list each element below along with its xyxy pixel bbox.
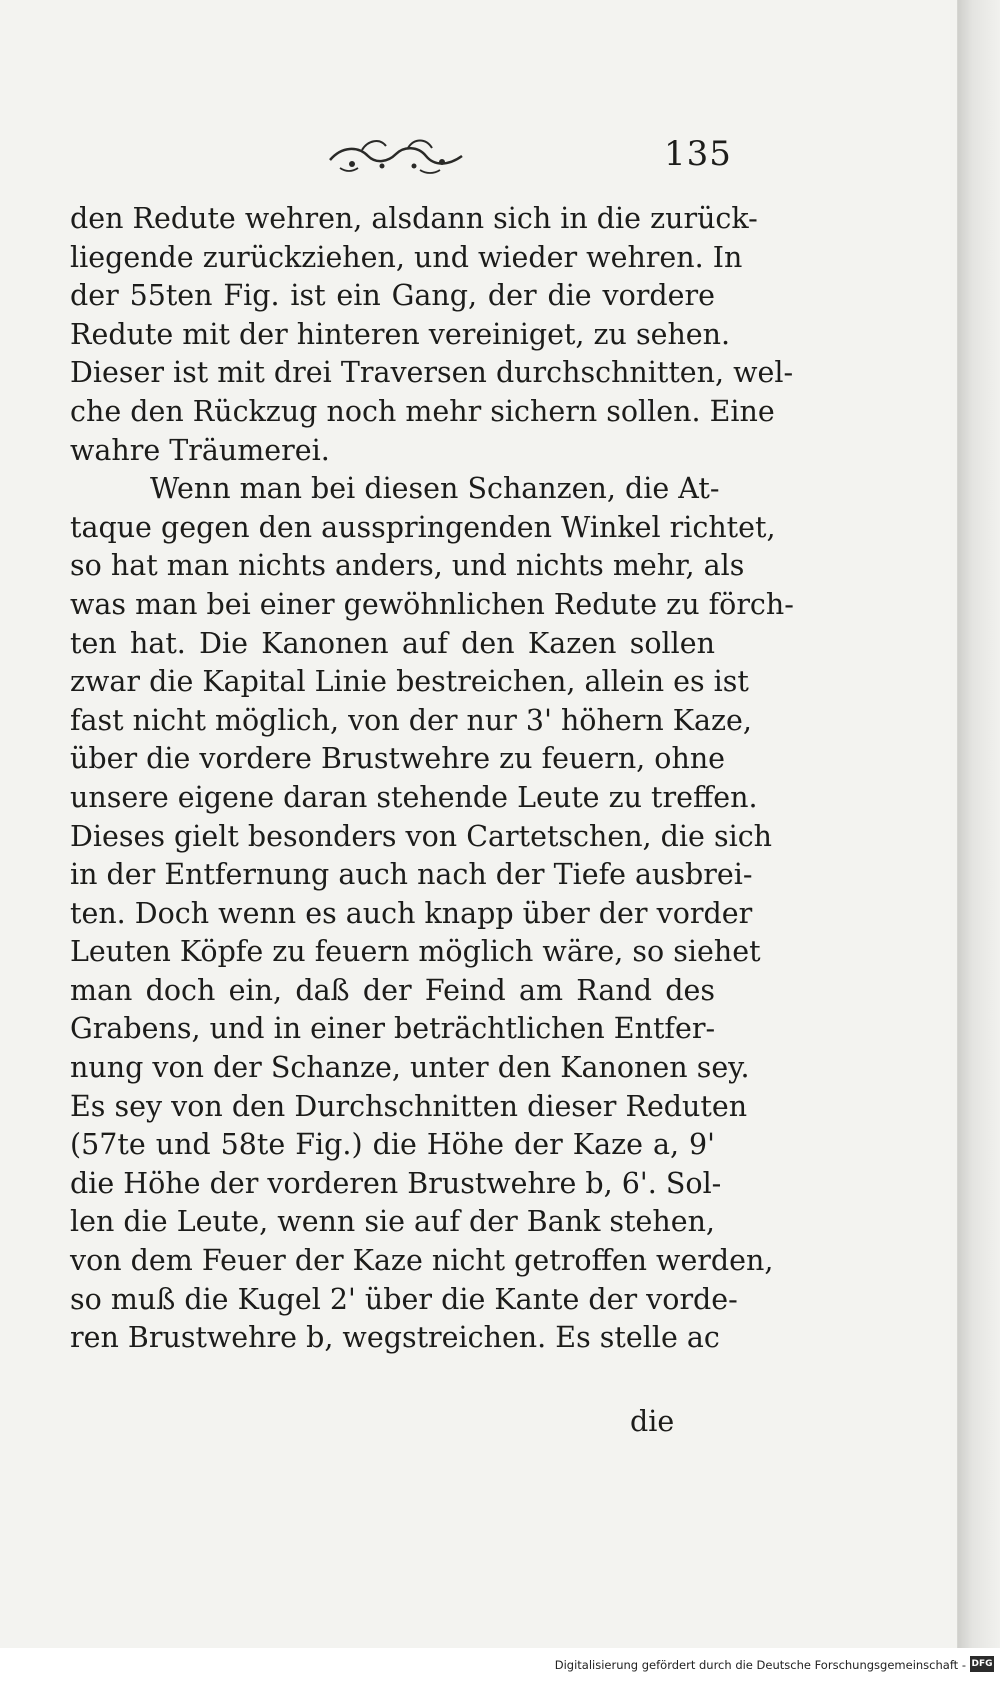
- text-line: Wenn man bei diesen Schanzen, die At-: [150, 472, 720, 506]
- text-line: die Höhe der vorderen Brustwehre b, 6'. Sol-: [70, 1166, 722, 1200]
- footer-bar: [0, 1648, 1000, 1681]
- page-number: 135: [664, 134, 732, 174]
- text-line: so muß die Kugel 2' über die Kante der vorde-: [70, 1282, 738, 1316]
- text-line: taque gegen den ausspringenden Winkel richtet,: [70, 510, 776, 544]
- page-edge: [958, 0, 1000, 1648]
- text-line: man doch ein, daß der Feind am Rand des: [70, 973, 715, 1007]
- catchword: die: [630, 1405, 675, 1438]
- text-line: Redute mit der hinteren vereiniget, zu sehen.: [70, 317, 731, 351]
- body-text: [70, 200, 794, 1358]
- text-line: der 55ten Fig. ist ein Gang, der die vordere: [70, 279, 715, 313]
- text-line: so hat man nichts anders, und nichts mehr, als: [70, 549, 745, 583]
- text-line: was man bei einer gewöhnlichen Redute zu förch-: [70, 587, 794, 621]
- text-line: von dem Feuer der Kaze nicht getroffen werden,: [70, 1244, 774, 1278]
- text-line: ren Brustwehre b, wegstreichen. Es stelle ac: [70, 1321, 720, 1355]
- text-line: liegende zurückziehen, und wieder wehren. In: [70, 240, 743, 274]
- page-header: [0, 128, 958, 188]
- text-line: den Redute wehren, alsdann sich in die zurück-: [70, 202, 758, 235]
- text-line: (57te und 58te Fig.) die Höhe der Kaze a, 9': [70, 1128, 715, 1162]
- dfg-logo-icon: DFG: [970, 1656, 994, 1672]
- text-line: über die vordere Brustwehre zu feuern, ohne: [70, 742, 726, 776]
- text-line: Dieses gielt besonders von Cartetschen, die sich: [70, 819, 773, 853]
- ornament-icon: [322, 132, 472, 182]
- text-line: zwar die Kapital Linie bestreichen, allein es ist: [70, 665, 749, 699]
- text-line: in der Entfernung auch nach der Tiefe ausbrei-: [70, 858, 753, 892]
- text-line: nung von der Schanze, unter den Kanonen sey.: [70, 1051, 750, 1085]
- text-line: che den Rückzug noch mehr sichern sollen. Eine: [70, 394, 775, 428]
- text-line: fast nicht möglich, von der nur 3' höhern Kaze,: [70, 703, 752, 737]
- funding-credit: Digitalisierung gefördert durch die Deutsche Forschungsgemeinschaft -: [554, 1658, 966, 1672]
- text-line: Leuten Köpfe zu feuern möglich wäre, so siehet: [70, 935, 761, 969]
- text-line: len die Leute, wenn sie auf der Bank stehen,: [70, 1205, 715, 1239]
- text-line: wahre Träumerei.: [70, 433, 330, 467]
- text-line: Es sey von den Durchschnitten dieser Reduten: [70, 1089, 748, 1123]
- text-line: ten. Doch wenn es auch knapp über der vorder: [70, 896, 753, 930]
- text-line: Grabens, und in einer beträchtlichen Entfer-: [70, 1012, 716, 1046]
- text-line: unsere eigene daran stehende Leute zu treffen.: [70, 780, 758, 814]
- text-line: ten hat. Die Kanonen auf den Kazen sollen: [70, 626, 715, 660]
- text-line: Dieser ist mit drei Traversen durchschnitten, wel-: [70, 356, 794, 390]
